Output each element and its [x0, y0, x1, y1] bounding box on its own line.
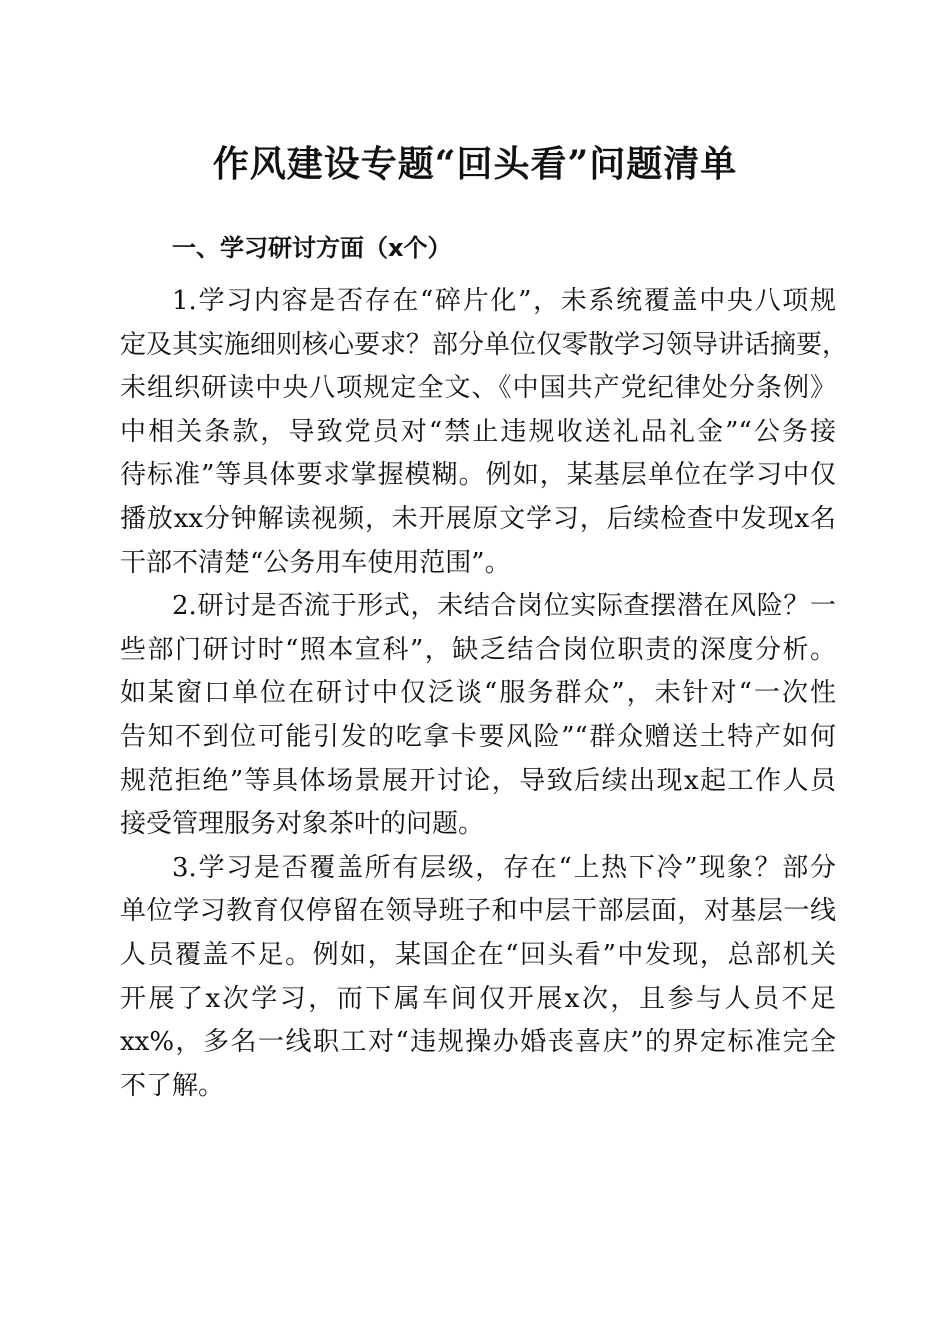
paragraph-line: 1.学习内容是否存在“碎片化”，未系统覆盖中央八项规 [172, 286, 836, 316]
document-title: 作风建设专题“回头看”问题清单 [212, 143, 738, 185]
section-heading: 一、学习研讨方面（x个） [172, 234, 452, 262]
paragraph-line: 接受管理服务对象茶叶的问题。 [120, 809, 485, 840]
paragraph-3 [120, 847, 836, 1109]
paragraph-line: 单位学习教育仅停留在领导班子和中层干部层面，对基层一线 [120, 896, 836, 927]
paragraph-line: 未组织研读中央八项规定全文、《中国共产党纪律处分条例》 [120, 373, 836, 404]
paragraph-line: 人员覆盖不足。例如，某国企在“回头看”中发现，总部机关 [120, 939, 836, 970]
paragraph-line: 播放xx分钟解读视频，未开展原文学习，后续检查中发现x名 [120, 503, 836, 534]
paragraph-line: 些部门研讨时“照本宣科”，缺乏结合岗位职责的深度分析。 [120, 634, 836, 665]
paragraph-line: 3.学习是否覆盖所有层级，存在“上热下冷”现象？部分 [172, 852, 836, 883]
paragraph-line: 不了解。 [120, 1070, 225, 1101]
paragraph-line: 干部不清楚“公务用车使用范围”。 [120, 547, 511, 578]
paragraph-1 [120, 280, 849, 585]
paragraph-line: 规范拒绝”等具体场景展开讨论，导致后续出现x起工作人员 [120, 765, 836, 796]
document-body [120, 280, 849, 1108]
paragraph-line: 待标准”等具体要求掌握模糊。例如，某基层单位在学习中仅 [120, 460, 836, 491]
paragraph-line: 2.研讨是否流于形式，未结合岗位实际查摆潜在风险？一 [172, 591, 836, 622]
paragraph-line: 开展了x次学习，而下属车间仅开展x次，且参与人员不足 [120, 983, 836, 1014]
paragraph-line: 定及其实施细则核心要求？部分单位仅零散学习领导讲话摘要， [120, 329, 849, 360]
paragraph-line: xx%，多名一线职工对“违规操办婚丧喜庆”的界定标准完全 [120, 1027, 836, 1058]
paragraph-line: 如某窗口单位在研讨中仅泛谈“服务群众”，未针对“一次性 [120, 678, 836, 709]
paragraph-line: 中相关条款，导致党员对“禁止违规收送礼品礼金”“公务接 [120, 416, 836, 447]
paragraph-2 [120, 585, 836, 847]
paragraph-line: 告知不到位可能引发的吃拿卡要风险”“群众赠送土特产如何 [120, 721, 836, 752]
